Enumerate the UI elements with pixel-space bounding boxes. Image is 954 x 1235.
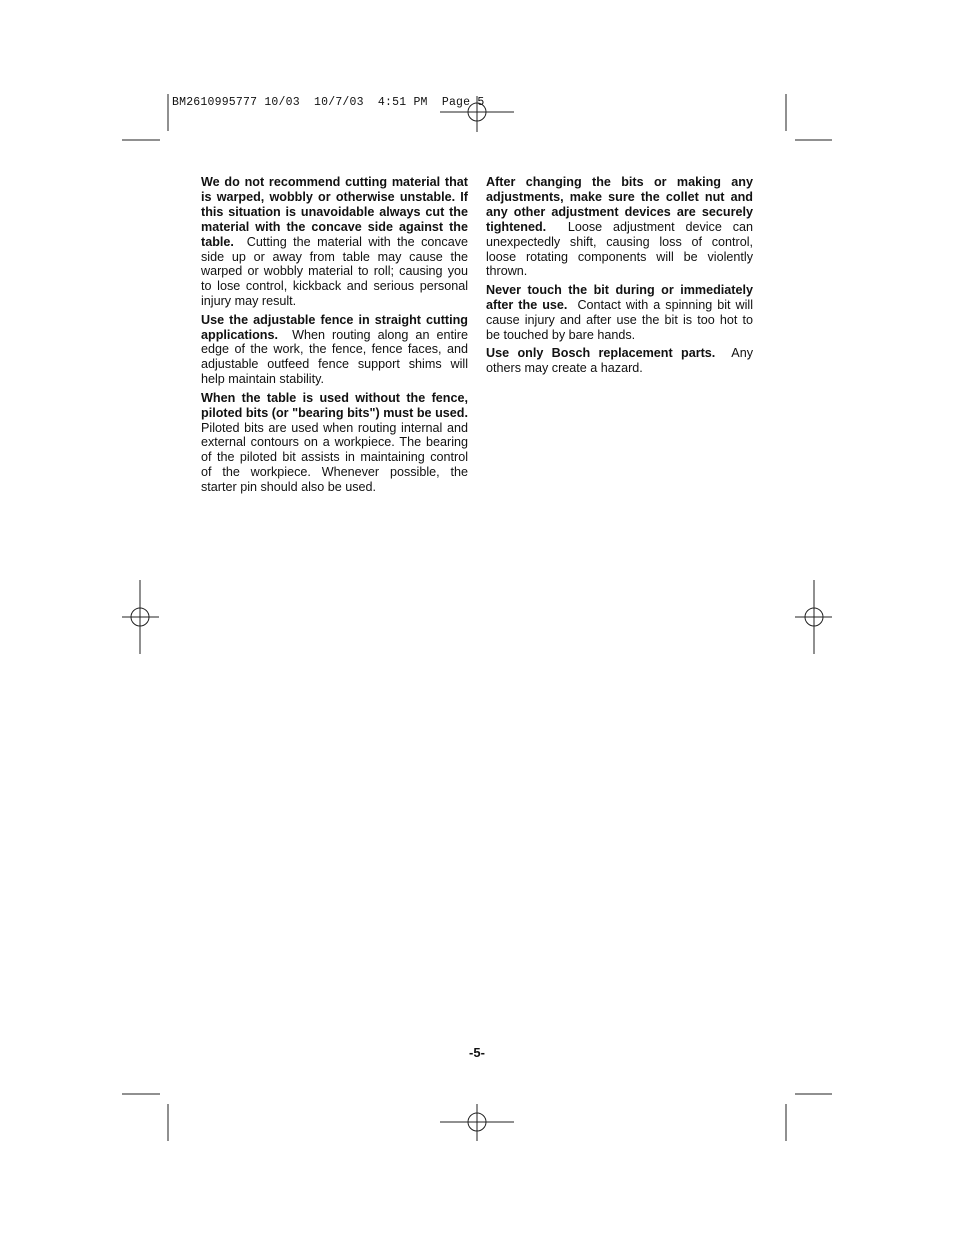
registration-mark-left: [122, 580, 159, 654]
paragraph-body: Any others may create a hazard.: [486, 345, 753, 375]
paragraph-lead: We do not recommend cutting material that is warped, wobbly or otherwise unstable. If this situation is unavoidable always cut the material with the concave side against the table.: [201, 175, 468, 249]
right-column: [486, 175, 753, 379]
paragraph-lead: Use only Bosch replacement parts.: [486, 345, 716, 360]
paragraph-body: Cutting the material with the concave side up or away from table may cause the warped or wobbly material to roll; causing you to lose control, kickback and serious personal injury may result.: [201, 234, 469, 309]
paragraph-body: Contact with a spinning bit will cause injury and after use the bit is too hot to be touched by bare hands.: [486, 297, 754, 342]
paragraph-body: When routing along an entire edge of the work, the fence, fence faces, and adjustable outfeed fence support shims will help maintain stability.: [201, 327, 468, 387]
paragraph-lead: When the table is used without the fence, piloted bits (or "bearing bits") must be used.: [201, 390, 468, 420]
paragraph-lead: After changing the bits or making any adjustments, make sure the collet nut and any other adjustment devices are securely tightened.: [486, 175, 753, 234]
registration-mark-bottom: [440, 1104, 514, 1141]
page-number: -5-: [469, 1045, 485, 1060]
paragraph: [201, 175, 468, 309]
paragraph: [486, 175, 753, 279]
paragraph: [201, 313, 468, 388]
paragraph-body: Piloted bits are used when routing internal and external contours on a workpiece. The bearing of the piloted bit assists in maintaining control of the workpiece. Whenever possible, the starter pin should also be used.: [201, 420, 468, 495]
paragraph: [486, 346, 753, 376]
paragraph-body: Loose adjustment device can unexpectedly shift, causing loss of control, loose rotating components will be violently thrown.: [486, 219, 754, 279]
left-column: [201, 175, 468, 499]
paragraph: [201, 391, 468, 495]
paragraph-lead: Use the adjustable fence in straight cutting applications.: [201, 312, 468, 342]
print-slug: BM2610995777 10/03 10/7/03 4:51 PM Page 5: [172, 96, 485, 109]
paragraph: [486, 283, 753, 343]
registration-mark-right: [795, 580, 832, 654]
paragraph-lead: Never touch the bit during or immediately after the use.: [486, 282, 753, 312]
